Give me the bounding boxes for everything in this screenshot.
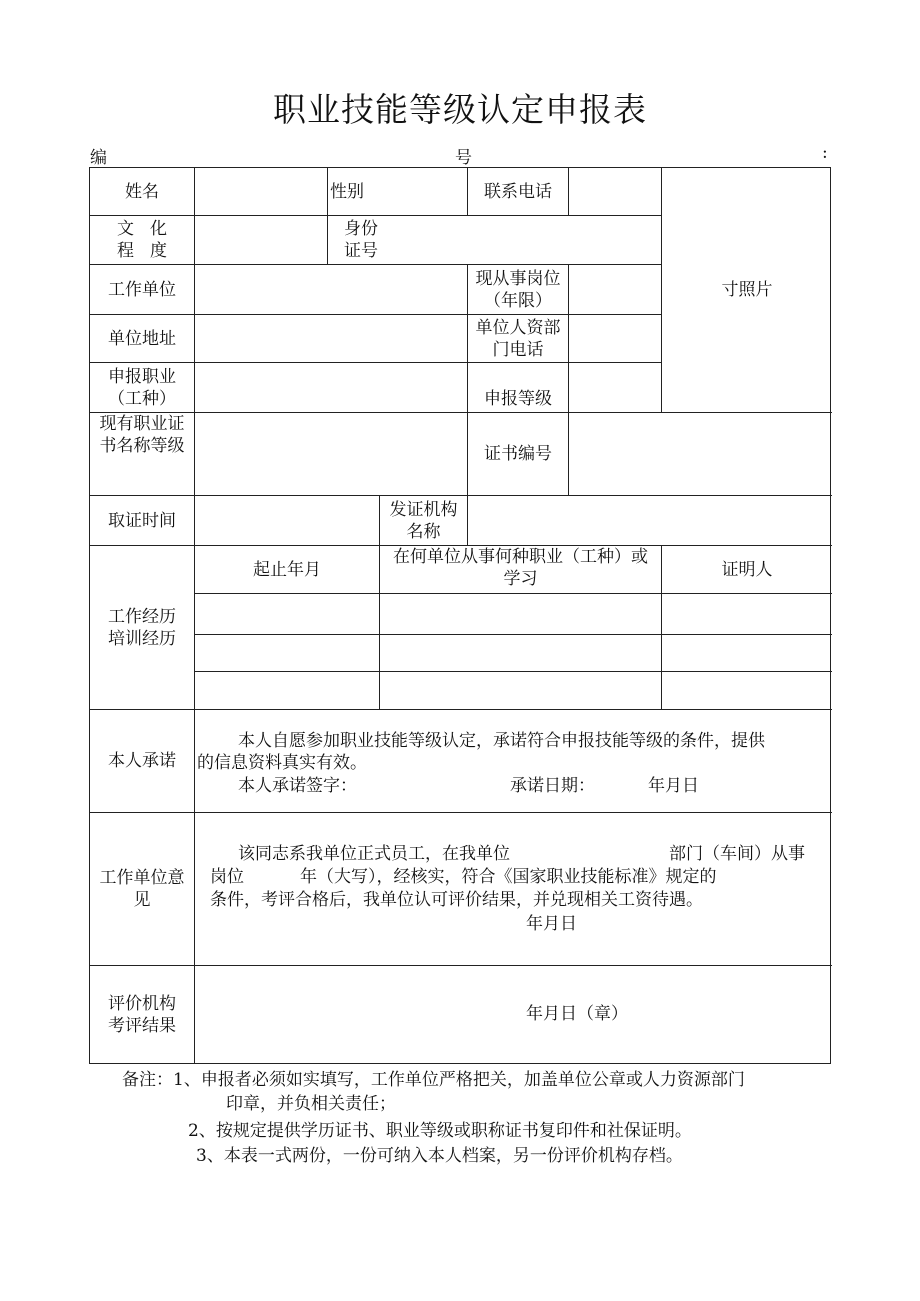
unit-opinion-line-2b: 年（大写），经核实，符合《国家职业技能标准》规定的	[300, 867, 717, 887]
occupation-label-line1: 申报职业	[108, 366, 176, 387]
period-header-text: 起止年月	[253, 559, 321, 580]
experience-label-line1: 工作经历	[108, 606, 176, 627]
current-post-label	[468, 265, 569, 315]
serial-label-left: 编	[90, 148, 107, 168]
experience-row-2-unit[interactable]	[380, 635, 662, 672]
education-char-3: 程	[117, 241, 134, 261]
unit-opinion-line-1a: 该同志系我单位正式员工，在我单位	[238, 844, 510, 864]
issuer-label-line1: 发证机构	[389, 499, 458, 520]
education-label	[90, 216, 195, 265]
id-label-line2: 证号	[344, 241, 378, 261]
note-line-3: 3、本表一式两份，一份可纳入本人档案，另一份评价机构存档。	[196, 1146, 683, 1166]
cert-number-label-text: 证书编号	[484, 444, 552, 464]
unit-header-line2: 学习	[503, 569, 538, 589]
commitment-label-text: 本人承诺	[108, 751, 176, 771]
unit-opinion-date: 年月日	[526, 914, 577, 934]
issuer-label-line2: 名称	[406, 521, 441, 542]
cert-time-label-text: 取证时间	[108, 510, 176, 531]
serial-label-mid: 号	[455, 148, 472, 168]
commitment-date-label: 承诺日期：	[510, 776, 595, 796]
experience-row-3-unit[interactable]	[380, 672, 662, 710]
education-char-1: 文	[117, 219, 134, 239]
phone-label-text: 联系电话	[484, 181, 552, 202]
occupation-label-line2: （工种）	[108, 388, 176, 409]
current-cert-label	[90, 413, 195, 496]
period-column-header	[195, 546, 380, 594]
form-title: 职业技能等级认定申报表	[273, 90, 647, 129]
education-char-2: 化	[150, 219, 167, 239]
phone-field[interactable]	[569, 168, 662, 216]
current-cert-field[interactable]	[195, 413, 468, 496]
experience-row-2-witness[interactable]	[662, 635, 832, 672]
issuer-field[interactable]	[468, 496, 832, 546]
hr-phone-field[interactable]	[569, 315, 662, 363]
name-field[interactable]	[195, 168, 328, 216]
unit-opinion-label	[90, 813, 195, 966]
note-line-2: 2、按规定提供学历证书、职业等级或职称证书复印件和社保证明。	[188, 1121, 692, 1141]
unit-opinion-label-line1: 工作单位意	[99, 868, 185, 888]
unit-address-field[interactable]	[195, 315, 468, 363]
hr-label-line1: 单位人资部	[475, 317, 561, 338]
commitment-line-2: 的信息资料真实有效。	[197, 753, 367, 773]
name-label	[90, 168, 195, 216]
unit-occupation-column-header	[380, 546, 662, 594]
work-unit-label	[90, 265, 195, 315]
unit-opinion-line-2a: 岗位	[210, 867, 244, 887]
commitment-date: 年月日	[648, 776, 699, 796]
commitment-label	[90, 710, 195, 813]
serial-label-colon: :	[822, 143, 828, 163]
gender-label	[328, 168, 468, 216]
evaluation-label-line1: 评价机构	[108, 993, 176, 1014]
name-label-text: 姓名	[125, 181, 159, 202]
experience-row-1-period[interactable]	[195, 594, 380, 635]
apply-level-field[interactable]	[569, 363, 662, 413]
experience-row-3-witness[interactable]	[662, 672, 832, 710]
experience-row-2-period[interactable]	[195, 635, 380, 672]
evaluation-date: 年月日（章）	[526, 1004, 628, 1024]
photo-label: 寸照片	[721, 280, 773, 300]
unit-address-label	[90, 315, 195, 363]
issuer-label	[380, 496, 468, 546]
unit-opinion-label-line2: 见	[133, 890, 151, 910]
application-form-table	[89, 167, 831, 1064]
commitment-line-1: 本人自愿参加职业技能等级认定，承诺符合申报技能等级的条件，提供	[238, 731, 765, 751]
apply-level-label	[468, 363, 569, 413]
evaluation-content	[195, 966, 832, 1063]
gender-label-text: 性别	[330, 181, 364, 202]
experience-row-3-period[interactable]	[195, 672, 380, 710]
note-line-1: 备注：1、申报者必须如实填写，工作单位严格把关，加盖单位公章或人力资源部门	[122, 1070, 745, 1090]
current-cert-line2: 书名称等级	[99, 436, 185, 456]
occupation-label	[90, 363, 195, 413]
unit-opinion-line-1b: 部门（车间）从事	[669, 844, 805, 864]
experience-label	[90, 546, 195, 710]
current-post-field[interactable]	[569, 265, 662, 315]
unit-opinion-line-3: 条件，考评合格后，我单位认可评价结果，并兑现相关工资待遇。	[210, 890, 703, 910]
hr-phone-label	[468, 315, 569, 363]
work-unit-field[interactable]	[195, 265, 468, 315]
cert-time-field[interactable]	[195, 496, 380, 546]
cert-number-label	[468, 413, 569, 496]
experience-label-line2: 培训经历	[108, 628, 176, 649]
witness-header-text: 证明人	[721, 559, 773, 580]
photo-box[interactable]	[662, 168, 832, 413]
experience-row-1-witness[interactable]	[662, 594, 832, 635]
occupation-field[interactable]	[195, 363, 468, 413]
cert-time-label	[90, 496, 195, 546]
commitment-sign-label: 本人承诺签字：	[238, 776, 357, 796]
education-char-4: 度	[150, 241, 167, 261]
unit-address-label-text: 单位地址	[108, 328, 176, 349]
post-label-line1: 现从事岗位	[475, 268, 561, 289]
witness-column-header	[662, 546, 832, 594]
hr-label-line2: 门电话	[492, 339, 544, 360]
experience-row-1-unit[interactable]	[380, 594, 662, 635]
id-number-label	[328, 216, 662, 265]
cert-number-field[interactable]	[569, 413, 832, 496]
note-line-1b: 印章，并负相关责任；	[226, 1094, 396, 1114]
phone-label	[468, 168, 569, 216]
post-label-line2: （年限）	[484, 290, 552, 311]
evaluation-label-line2: 考评结果	[108, 1015, 176, 1036]
education-field[interactable]	[195, 216, 328, 265]
id-label-line1: 身份	[344, 219, 378, 239]
work-unit-label-text: 工作单位	[108, 279, 176, 300]
evaluation-label	[90, 966, 195, 1063]
apply-level-label-text: 申报等级	[484, 389, 552, 409]
current-cert-line1: 现有职业证	[99, 414, 185, 434]
unit-header-line1: 在何单位从事何种职业（工种）或	[393, 547, 648, 567]
